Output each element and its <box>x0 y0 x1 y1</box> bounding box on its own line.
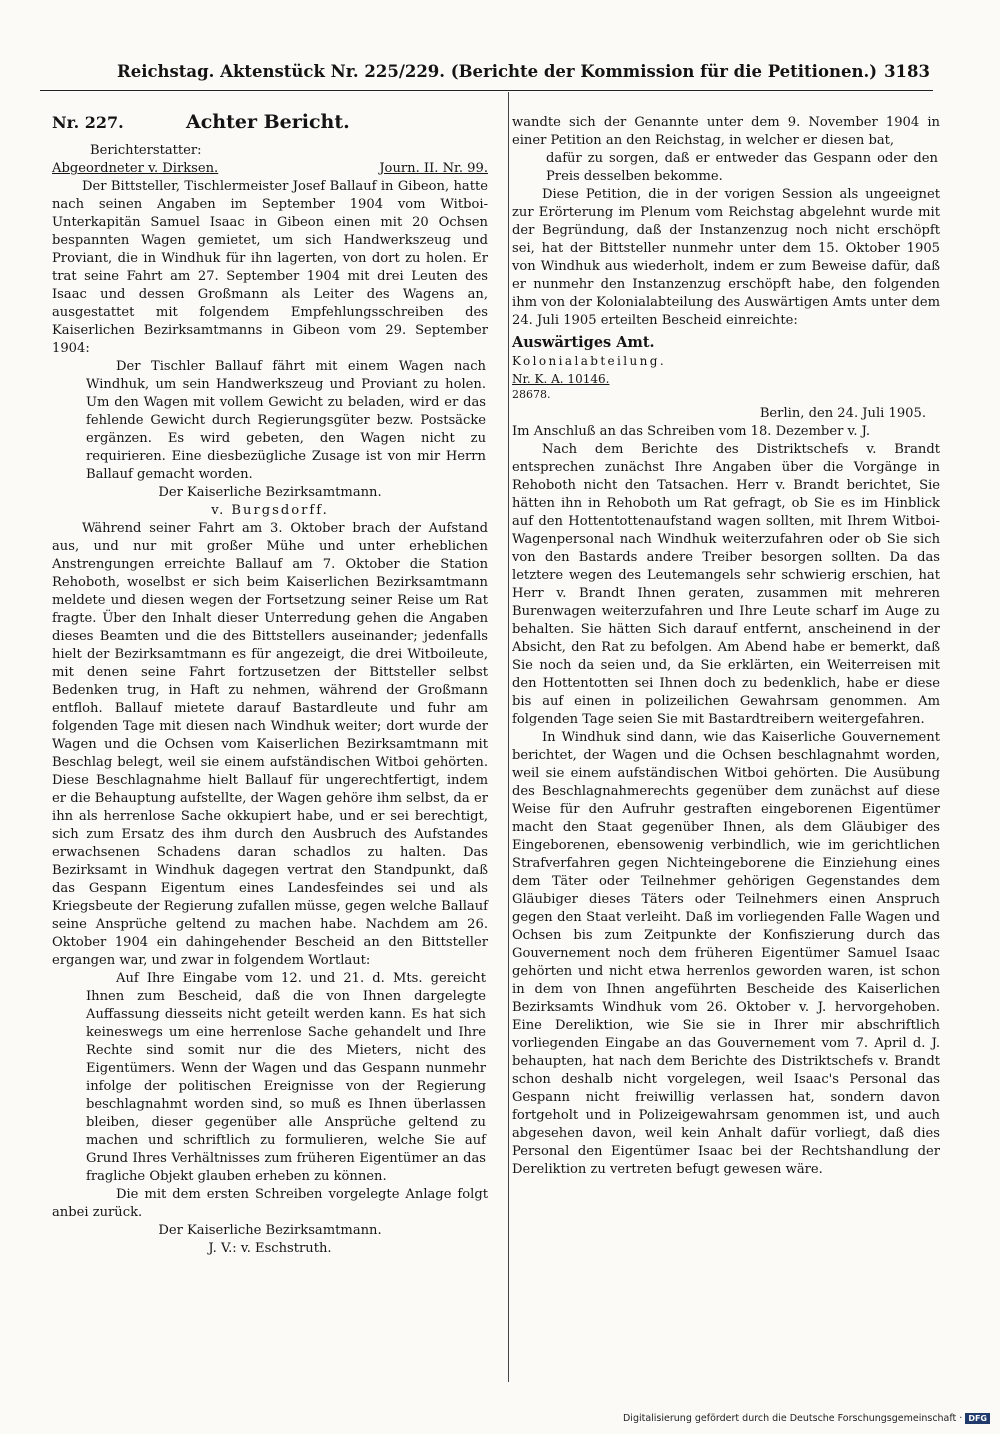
file-number-text: Nr. K. A. 10146. <box>512 372 610 386</box>
dfg-logo: DFG <box>965 1413 990 1424</box>
page-header <box>105 62 930 86</box>
paragraph: Nach dem Berichte des Distriktschefs v. Brandt entsprechen zunächst Ihre Angaben über die Vorgänge in Rehoboth nicht den Tatsachen. Herr v. Brandt berichtet, Sie hätten ihn in Rehoboth um Rat gefragt, ob Sie es im Hinblick auf den Hottentottenaufstand wagen sollten, mit Ihrem Witboi-Wagenpersonal nach Windhuk weiterzufahren oder ob Sie sich von den Bastards andere Treiber besorgen sollten. Da das letztere wegen des Leutemangels sehr schwierig erschien, hat Herr v. Brandt Ihnen geraten, zusammen mit mehreren Burenwagen weiterzufahren und Ihre Leute scharf im Auge zu behalten. Sie hätten Sich darauf entfernt, anscheinend in der Absicht, den Rat zu befolgen. Am Abend habe er bemerkt, daß Sie noch da seien und, da Sie erklärten, ein Weiterreisen mit den Hottentotten sei Ihnen doch zu bedenklich, habe er diese bis auf einen in polizeilichen Gewahrsam genommen. Am folgenden Tage seien Sie mit Bastardtreibern weitergefahren. <box>512 442 940 727</box>
signature-title: Der Kaiserliche Bezirksamtmann. <box>158 1223 382 1238</box>
paragraph: Der Bittsteller, Tischlermeister Josef Ballauf in Gibeon, hatte nach seinen Angaben im September 1904 vom Witboi-Unterkapitän Samuel Isaac in Gibeon einen mit 20 Ochsen bespannten Wagen gemietet, um sich Handwerkszeug und Proviant, die in Windhuk für ihn lagerten, von dort zu holen. Er trat seine Fahrt am 27. September 1904 mit drei Leuten des Isaac und dessen Großmann als Leiter des Wagens an, ausgestattet mit folgendem Empfehlungsschreiben des Kaiserlichen Bezirksamtmanns in Gibeon vom 29. September 1904: <box>52 179 488 356</box>
paragraph: wandte sich der Genannte unter dem 9. November 1904 in einer Petition an den Reichstag, in welcher er diesen bat, <box>512 115 940 148</box>
journal-number: Journ. II. Nr. 99. <box>379 161 488 176</box>
quote-recommendation: Der Tischler Ballauf fährt mit einem Wagen nach Windhuk, um sein Handwerkszeug und Proviant zu holen. Um den Wagen mit vollem Gewicht zu beladen, wird er das fehlende Gewicht durch Regierungsgüter bezw. Postsäcke ergänzen. Es wird gebeten, den Wagen nicht zu requirieren. Eine diesbezügliche Zusage ist von mir Herrn Ballauf gemacht worden. <box>86 359 486 482</box>
paragraph: In Windhuk sind dann, wie das Kaiserliche Gouvernement berichtet, der Wagen und die Ochsen beschlagnahmt worden, weil sie einem aufständischen Witboi gehörten. Die Ausübung des Beschlagnahmerechts gegenüber dem zunächst auf diese Weise für den Aufruhr gestraften eingeborenen Eigentümer macht den Staat gegenüber Ihnen, als dem Gläubiger des Eingeborenen, ebensowenig verbindlich, wie im gerichtlichen Strafverfahren gegen Nichteingeborene die Einziehung eines dem Täter oder Teilnehmer gehörigen Gegenstandes dem Gläubiger dieses Täters oder Teilnehmers einen Anspruch gegen den Staat verleiht. Daß im vorliegenden Falle Wagen und Ochsen bis zum Zeitpunkte der Konfiszierung durch das Gouvernement noch dem früheren Eigentümer Samuel Isaac gehörten und nicht etwa herrenlos geworden waren, ist schon in dem von Ihnen angeführten Bescheide des Kaiserlichen Bezirksamts Windhuk vom 26. Oktober v. J. hervorgehoben. Eine Dereliktion, wie Sie sie in Ihrer mir abschriftlich vorliegenden Eingabe an das Gouvernement vom 7. April d. J. behaupten, hat nach dem Berichte des Distriktschefs v. Brandt schon deshalb nicht vorgelegen, weil Isaac's Personal das Gespann nicht freiwillig verlassen hat, sondern davon fortgeholt und in Polizeigewahrsam genommen ist, und auch abgesehen davon, weil kein Anhalt dafür vorliegt, daß dies Personal den Eigentümer Isaac bei der Rechtshandlung der Dereliktion zu vertreten befugt gewesen wäre. <box>512 730 940 1177</box>
reporter-line <box>52 160 488 178</box>
header-title: Reichstag. Aktenstück Nr. 225/229. (Berichte der Kommission für die Petitionen.) <box>117 62 877 81</box>
quote-decision: Auf Ihre Eingabe vom 12. und 21. d. Mts. gereicht Ihnen zum Bescheid, daß die von Ihnen dargelegte Auffassung diesseits nicht geteilt werden kann. Es hat sich keineswegs um eine herrenlose Sache gehandelt und Ihre Rechte sind somit nur die des Mieters, nicht des Eigentümers. Wenn der Wagen und das Gespann nunmehr infolge der politischen Ereignisse von der Regierung beschlagnahmt worden sind, so muß es Ihnen überlassen bleiben, dieser gegenüber alle Ansprüche geltend zu machen und schriftlich zu formulieren, welche Sie auf Grund Ihres Verhältnisses zum früheren Eigentümer an das fragliche Objekt glauben erheben zu können. <box>86 971 486 1184</box>
office-name: Auswärtiges Amt. <box>512 334 655 351</box>
header-rule <box>40 90 933 91</box>
file-subnumber: 28678. <box>512 388 551 401</box>
signature-title: Der Kaiserliche Bezirksamtmann. <box>158 485 382 500</box>
footer-text: Digitalisierung gefördert durch die Deutsche Forschungsgemeinschaft · <box>622 1413 963 1424</box>
reporter-label: Berichterstatter: <box>90 143 202 158</box>
report-number: Nr. 227. <box>52 113 124 132</box>
paragraph: Während seiner Fahrt am 3. Oktober brach der Aufstand aus, und nur mit großer Mühe und unter erheblichen Anstrengungen erreichte Ballauf am 7. Oktober die Station Rehoboth, woselbst er sich beim Kaiserlichen Bezirksamtmann meldete und diesen wegen der Fortsetzung seiner Reise um Rat fragte. Über den Inhalt dieser Unterredung gehen die Angaben dieses Beamten und die des Bittstellers auseinander; jedenfalls hielt der Bezirksamtmann es für angezeigt, die drei Witboileute, mit denen seine Fahrt fortzusetzen der Bittsteller selbst Bedenken trug, in Haft zu nehmen, während der Großmann entfloh. Ballauf mietete darauf Bastardleute und fuhr am folgenden Tage mit diesen nach Windhuk weiter; dort wurde der Wagen und die Ochsen vom Kaiserlichen Bezirksamtmann mit Beschlag belegt, weil sie einem aufständischen Witboi gehörten. Diese Beschlagnahme hielt Ballauf für ungerechtfertigt, indem er die Behauptung aufstellte, der Wagen gehöre ihm selbst, da er ihn als herrenlose Sache okkupiert habe, und er sei berechtigt, sich zum Ersatz des ihm durch den Ausbruch des Aufstandes erwachsenen Schadens daran schadlos zu halten. Das Bezirksamt in Windhuk dagegen vertrat den Standpunkt, daß das Gespann Eigentum eines Landesfeindes sei und als Kriegsbeute der Regierung zufallen müsse, gegen welche Ballauf seine Ansprüche geltend zu machen habe. Nachdem am 26. Oktober 1904 ein dahingehender Bescheid an den Bittsteller ergangen war, und zwar in folgendem Wortlaut: <box>52 521 488 968</box>
paragraph: Im Anschluß an das Schreiben vom 18. Dezember v. J. <box>512 424 871 439</box>
paragraph: Diese Petition, die in der vorigen Session als ungeeignet zur Erörterung im Plenum vom Reichstag abgelehnt wurde mit der Begründung, daß der Instanzenzug noch nicht erschöpft sei, hat der Bittsteller nunmehr unter dem 15. Oktober 1905 von Windhuk aus wiederholt, indem er zum Beweise dafür, daß er nunmehr den Instanzenzug erschöpft habe, den folgenden ihm von der Kolonialabteilung des Auswärtigen Amts unter dem 24. Juli 1905 erteilten Bescheid einreichte: <box>512 187 940 328</box>
signature-name: v. Burgsdorff. <box>211 503 329 518</box>
signature-name: J. V.: v. Eschstruth. <box>208 1241 332 1256</box>
reporter-name: Abgeordneter v. Dirksen. <box>52 161 219 176</box>
left-column <box>52 111 488 1258</box>
department-name: Kolonialabteilung. <box>512 354 667 368</box>
quote-request: dafür zu sorgen, daß er entweder das Gespann oder den Preis desselben bekomme. <box>546 151 938 184</box>
page-number: 3183 <box>884 62 930 81</box>
report-heading <box>52 111 488 138</box>
footer-credit <box>623 1413 990 1424</box>
letter-date: Berlin, den 24. Juli 1905. <box>759 406 926 421</box>
right-column <box>512 114 940 1179</box>
paragraph: Die mit dem ersten Schreiben vorgelegte Anlage folgt anbei zurück. <box>52 1187 488 1220</box>
report-title: Achter Bericht. <box>186 111 350 133</box>
file-number <box>512 370 940 388</box>
column-divider <box>508 92 509 1382</box>
